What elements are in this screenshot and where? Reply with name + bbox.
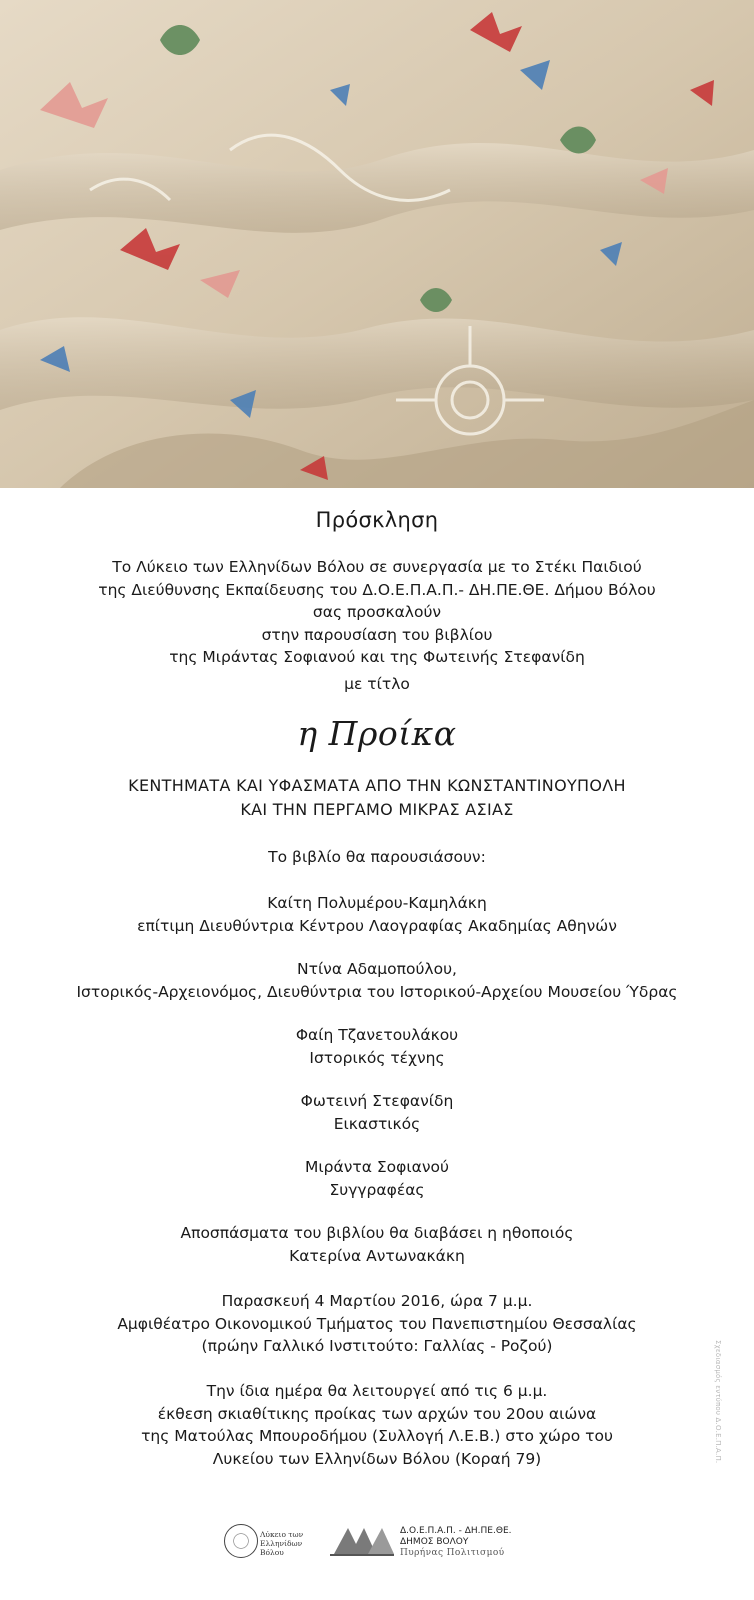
doepap-logo-text xyxy=(400,1526,512,1559)
subtitle-line: ΚΑΙ ΤΗΝ ΠΕΡΓΑΜΟ ΜΙΚΡΑΣ ΑΣΙΑΣ xyxy=(240,800,514,819)
intro-line: της Διεύθυνσης Εκπαίδευσης του Δ.Ο.Ε.Π.Α.Π.- ΔΗ.ΠΕ.ΘΕ. Δήμου Βόλου xyxy=(98,580,656,599)
intro-line: στην παρουσίαση του βιβλίου xyxy=(261,625,493,644)
presenter-role: Ιστορικός-Αρχειονόμος, Διευθύντρια του Ιστορικού-Αρχείου Μουσείου Ύδρας xyxy=(76,982,678,1001)
lyceum-seal-icon xyxy=(224,1524,258,1558)
lyceum-logo-text xyxy=(260,1530,320,1557)
reading-info xyxy=(0,1222,754,1267)
presenter-2 xyxy=(0,958,754,1003)
presenters-heading: Το βιβλίο θα παρουσιάσουν: xyxy=(268,848,486,866)
doepap-logo xyxy=(328,1522,538,1566)
exhibition-line: Λυκείου των Ελληνίδων Βόλου (Κοραή 79) xyxy=(212,1449,542,1468)
presenter-5 xyxy=(0,1156,754,1201)
doepap-mark-icon xyxy=(328,1522,396,1558)
presenter-3 xyxy=(0,1024,754,1069)
presenter-role: Ιστορικός τέχνης xyxy=(309,1048,445,1067)
presenter-name: Μιράντα Σοφιανού xyxy=(305,1158,449,1176)
exhibition-line: Την ίδια ημέρα θα λειτουργεί από τις 6 μ.μ. xyxy=(206,1382,548,1400)
intro-line: της Μιράντας Σοφιανού και της Φωτεινής Στεφανίδη xyxy=(169,648,585,666)
lyceum-logo-line: Λύκειο των xyxy=(260,1530,304,1539)
exhibition-line: έκθεση σκιαθίτικης προίκας των αρχών του 20ου αιώνα xyxy=(157,1404,597,1423)
sponsor-logos xyxy=(0,1516,754,1576)
hero-embroidery-photo xyxy=(0,0,754,488)
intro-line: με τίτλο xyxy=(344,674,410,693)
lyceum-logo-line: Ελληνίδων Βόλου xyxy=(260,1539,303,1557)
presenter-role: Εικαστικός xyxy=(333,1114,421,1133)
presenter-name: Ντίνα Αδαμοπούλου, xyxy=(297,960,457,978)
intro-line: Το Λύκειο των Ελληνίδων Βόλου σε συνεργασία με το Στέκι Παιδιού xyxy=(112,558,642,576)
lyceum-logo xyxy=(224,1522,320,1562)
side-credit: Σχεδιασμός εντύπου Δ.Ο.Ε.Π.Α.Π. xyxy=(714,1340,722,1464)
presenter-1 xyxy=(0,892,754,937)
reading-line: Κατερίνα Αντωνακάκη xyxy=(289,1246,465,1265)
presenter-role: επίτιμη Διευθύντρια Κέντρου Λαογραφίας Ακαδημίας Αθηνών xyxy=(137,916,617,935)
doepap-subline: Πυρήνας Πολιτισμού xyxy=(400,1548,505,1558)
reading-line: Αποσπάσματα του βιβλίου θα διαβάσει η ηθοποιός xyxy=(180,1224,574,1242)
event-venue: Αμφιθέατρο Οικονομικού Τμήματος του Πανεπιστημίου Θεσσαλίας xyxy=(117,1314,637,1333)
doepap-line: Δ.Ο.Ε.Π.Α.Π. - ΔΗ.ΠΕ.ΘΕ. xyxy=(400,1526,512,1536)
intro-text xyxy=(0,556,754,695)
intro-line: σας προσκαλούν xyxy=(312,603,442,621)
presenter-name: Φωτεινή Στεφανίδη xyxy=(300,1092,454,1110)
doepap-line: ΔΗΜΟΣ ΒΟΛΟΥ xyxy=(400,1537,469,1547)
invitation-heading: Πρόσκληση xyxy=(315,508,439,532)
exhibition-details xyxy=(0,1380,754,1470)
event-date: Παρασκευή 4 Μαρτίου 2016, ώρα 7 μ.μ. xyxy=(221,1292,533,1310)
exhibition-line: της Ματούλας Μπουροδήμου (Συλλογή Λ.Ε.Β.) στο χώρο του xyxy=(141,1427,613,1445)
embroidered-fabric-illustration xyxy=(0,0,754,488)
presenter-role: Συγγραφέας xyxy=(329,1180,425,1199)
presenter-4 xyxy=(0,1090,754,1135)
presenter-name: Καίτη Πολυμέρου-Καμηλάκη xyxy=(267,894,487,912)
presenter-name: Φαίη Τζανετουλάκου xyxy=(295,1026,459,1044)
book-subtitle xyxy=(0,774,754,822)
event-address: (πρώην Γαλλικό Ινστιτούτο: Γαλλίας - Ροζού) xyxy=(201,1337,553,1355)
subtitle-line: ΚΕΝΤΗΜΑΤΑ ΚΑΙ ΥΦΑΣΜΑΤΑ ΑΠΟ ΤΗΝ ΚΩΝΣΤΑΝΤΙΝΟΥΠΟΛΗ xyxy=(128,776,626,795)
event-details xyxy=(0,1290,754,1358)
book-title: η Προίκα xyxy=(297,714,457,753)
